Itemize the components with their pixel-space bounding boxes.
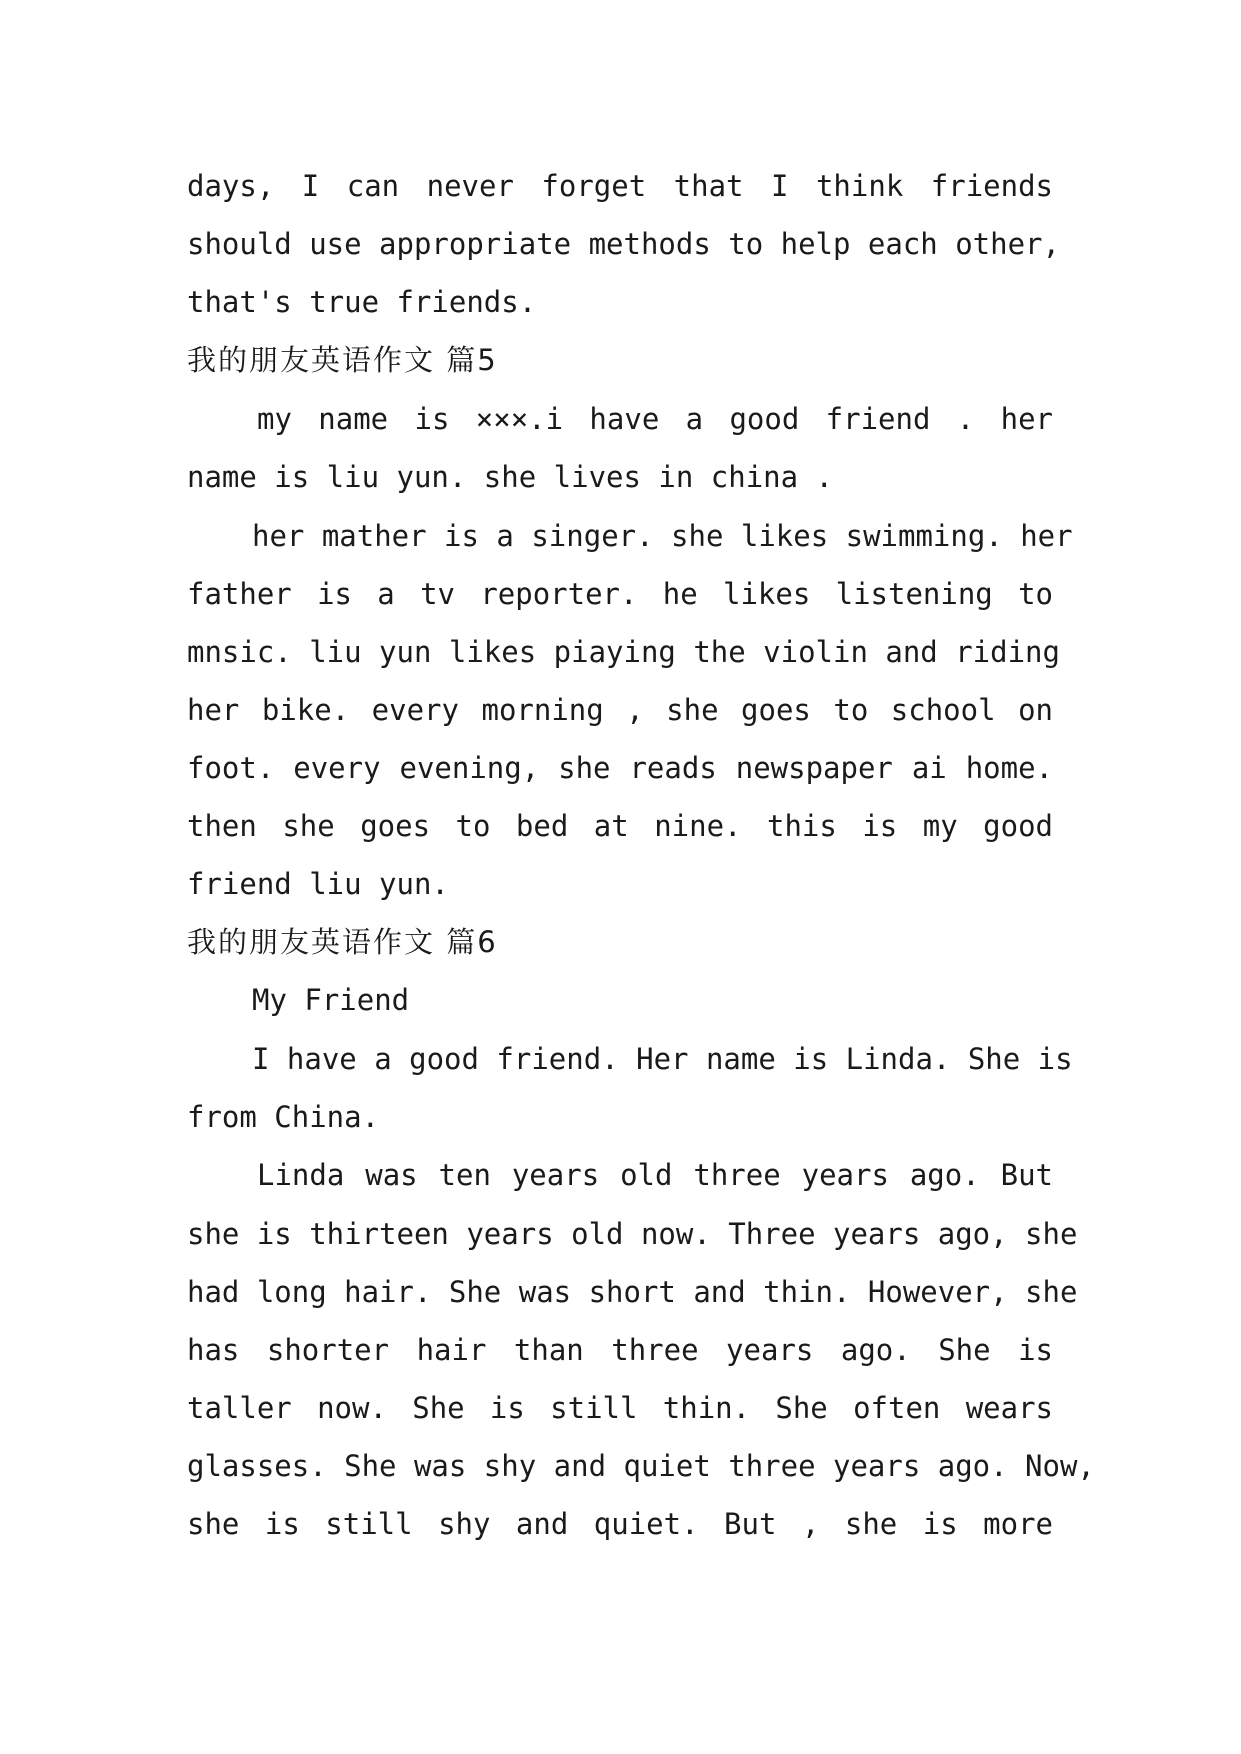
- text-line: her bike. every morning , she goes to school on: [187, 693, 1053, 727]
- text-line: glasses. She was shy and quiet three years ago. Now,: [187, 1449, 1095, 1483]
- text-line: she is thirteen years old now. Three years ago, she: [187, 1217, 1078, 1251]
- text-line: her mather is a singer. she likes swimming. her: [252, 519, 1073, 553]
- essay-heading: 我的朋友英语作文 篇5: [187, 343, 498, 377]
- text-line: should use appropriate methods to help each other,: [187, 227, 1060, 261]
- text-line: I have a good friend. Her name is Linda. She is: [252, 1042, 1073, 1076]
- text-line: Linda was ten years old three years ago. But: [257, 1158, 1053, 1192]
- text-line: had long hair. She was short and thin. However, she: [187, 1275, 1078, 1309]
- text-line: she is still shy and quiet. But , she is more: [187, 1507, 1053, 1541]
- text-line: mnsic. liu yun likes piaying the violin and riding: [187, 635, 1060, 669]
- text-line: then she goes to bed at nine. this is my good: [187, 809, 1053, 843]
- text-line: has shorter hair than three years ago. She is: [187, 1333, 1053, 1367]
- text-line: foot. every evening, she reads newspaper ai home.: [187, 751, 1053, 785]
- text-line: my name is ×××.i have a good friend . her: [257, 402, 1053, 436]
- text-line: name is liu yun. she lives in china .: [187, 460, 834, 494]
- text-line: that's true friends.: [187, 285, 537, 319]
- text-line: from China.: [187, 1100, 380, 1134]
- text-line: father is a tv reporter. he likes listening to: [187, 577, 1053, 611]
- text-line: friend liu yun.: [187, 867, 449, 901]
- text-line: taller now. She is still thin. She often wears: [187, 1391, 1053, 1425]
- text-line: days, I can never forget that I think friends: [187, 169, 1053, 203]
- essay-title: My Friend: [252, 983, 410, 1017]
- essay-heading: 我的朋友英语作文 篇6: [187, 925, 498, 959]
